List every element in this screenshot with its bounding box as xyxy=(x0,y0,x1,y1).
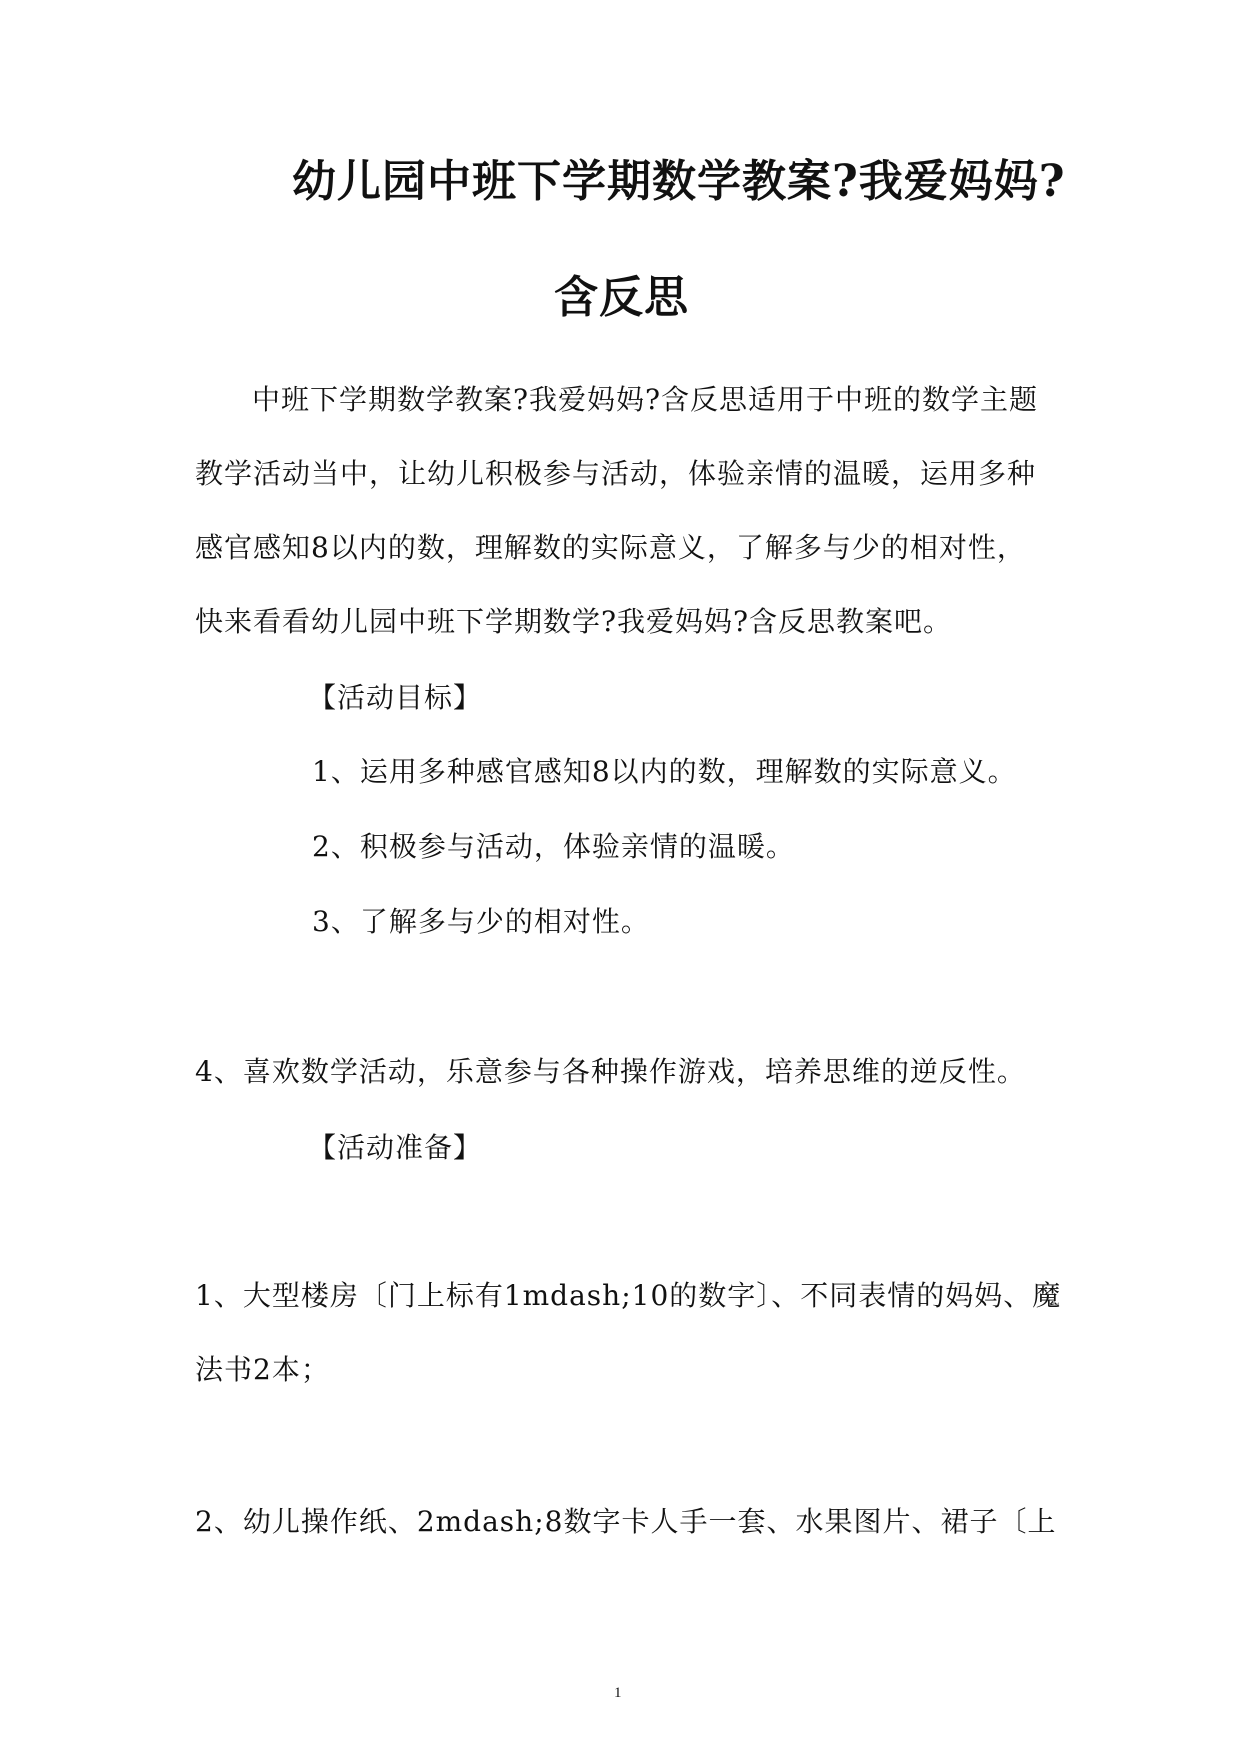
prep-item-1-line-2: 法书2本； xyxy=(195,1353,330,1386)
document-title-line-1: 幼儿园中班下学期数学教案?我爱妈妈? xyxy=(292,156,1066,207)
goal-item-1: 1、运用多种感官感知8以内的数，理解数的实际意义。 xyxy=(312,755,1017,788)
goal-item-3: 3、了解多与少的相对性。 xyxy=(312,905,650,938)
document-title-line-2: 含反思 xyxy=(554,272,689,323)
goal-item-4: 4、喜欢数学活动，乐意参与各种操作游戏，培养思维的逆反性。 xyxy=(195,1055,1026,1088)
page-number: 1 xyxy=(614,1685,622,1701)
intro-line-1: 中班下学期数学教案?我爱妈妈?含反思适用于中班的数学主题 xyxy=(252,383,1039,416)
intro-line-3: 感官感知8以内的数，理解数的实际意义，了解多与少的相对性， xyxy=(195,531,1026,564)
prep-item-1-line-1: 1、大型楼房〔门上标有1mdash;10的数字〕、不同表情的妈妈、魔 xyxy=(195,1279,1062,1312)
goal-item-2: 2、积极参与活动，体验亲情的温暖。 xyxy=(312,830,795,863)
prep-heading: 【活动准备】 xyxy=(308,1131,483,1164)
intro-line-2: 教学活动当中，让幼儿积极参与活动，体验亲情的温暖，运用多种 xyxy=(195,457,1037,490)
intro-line-4: 快来看看幼儿园中班下学期数学?我爱妈妈?含反思教案吧。 xyxy=(195,605,953,638)
goals-heading: 【活动目标】 xyxy=(308,681,483,714)
prep-item-2-line-1: 2、幼儿操作纸、2mdash;8数字卡人手一套、水果图片、裙子〔上 xyxy=(195,1505,1057,1538)
